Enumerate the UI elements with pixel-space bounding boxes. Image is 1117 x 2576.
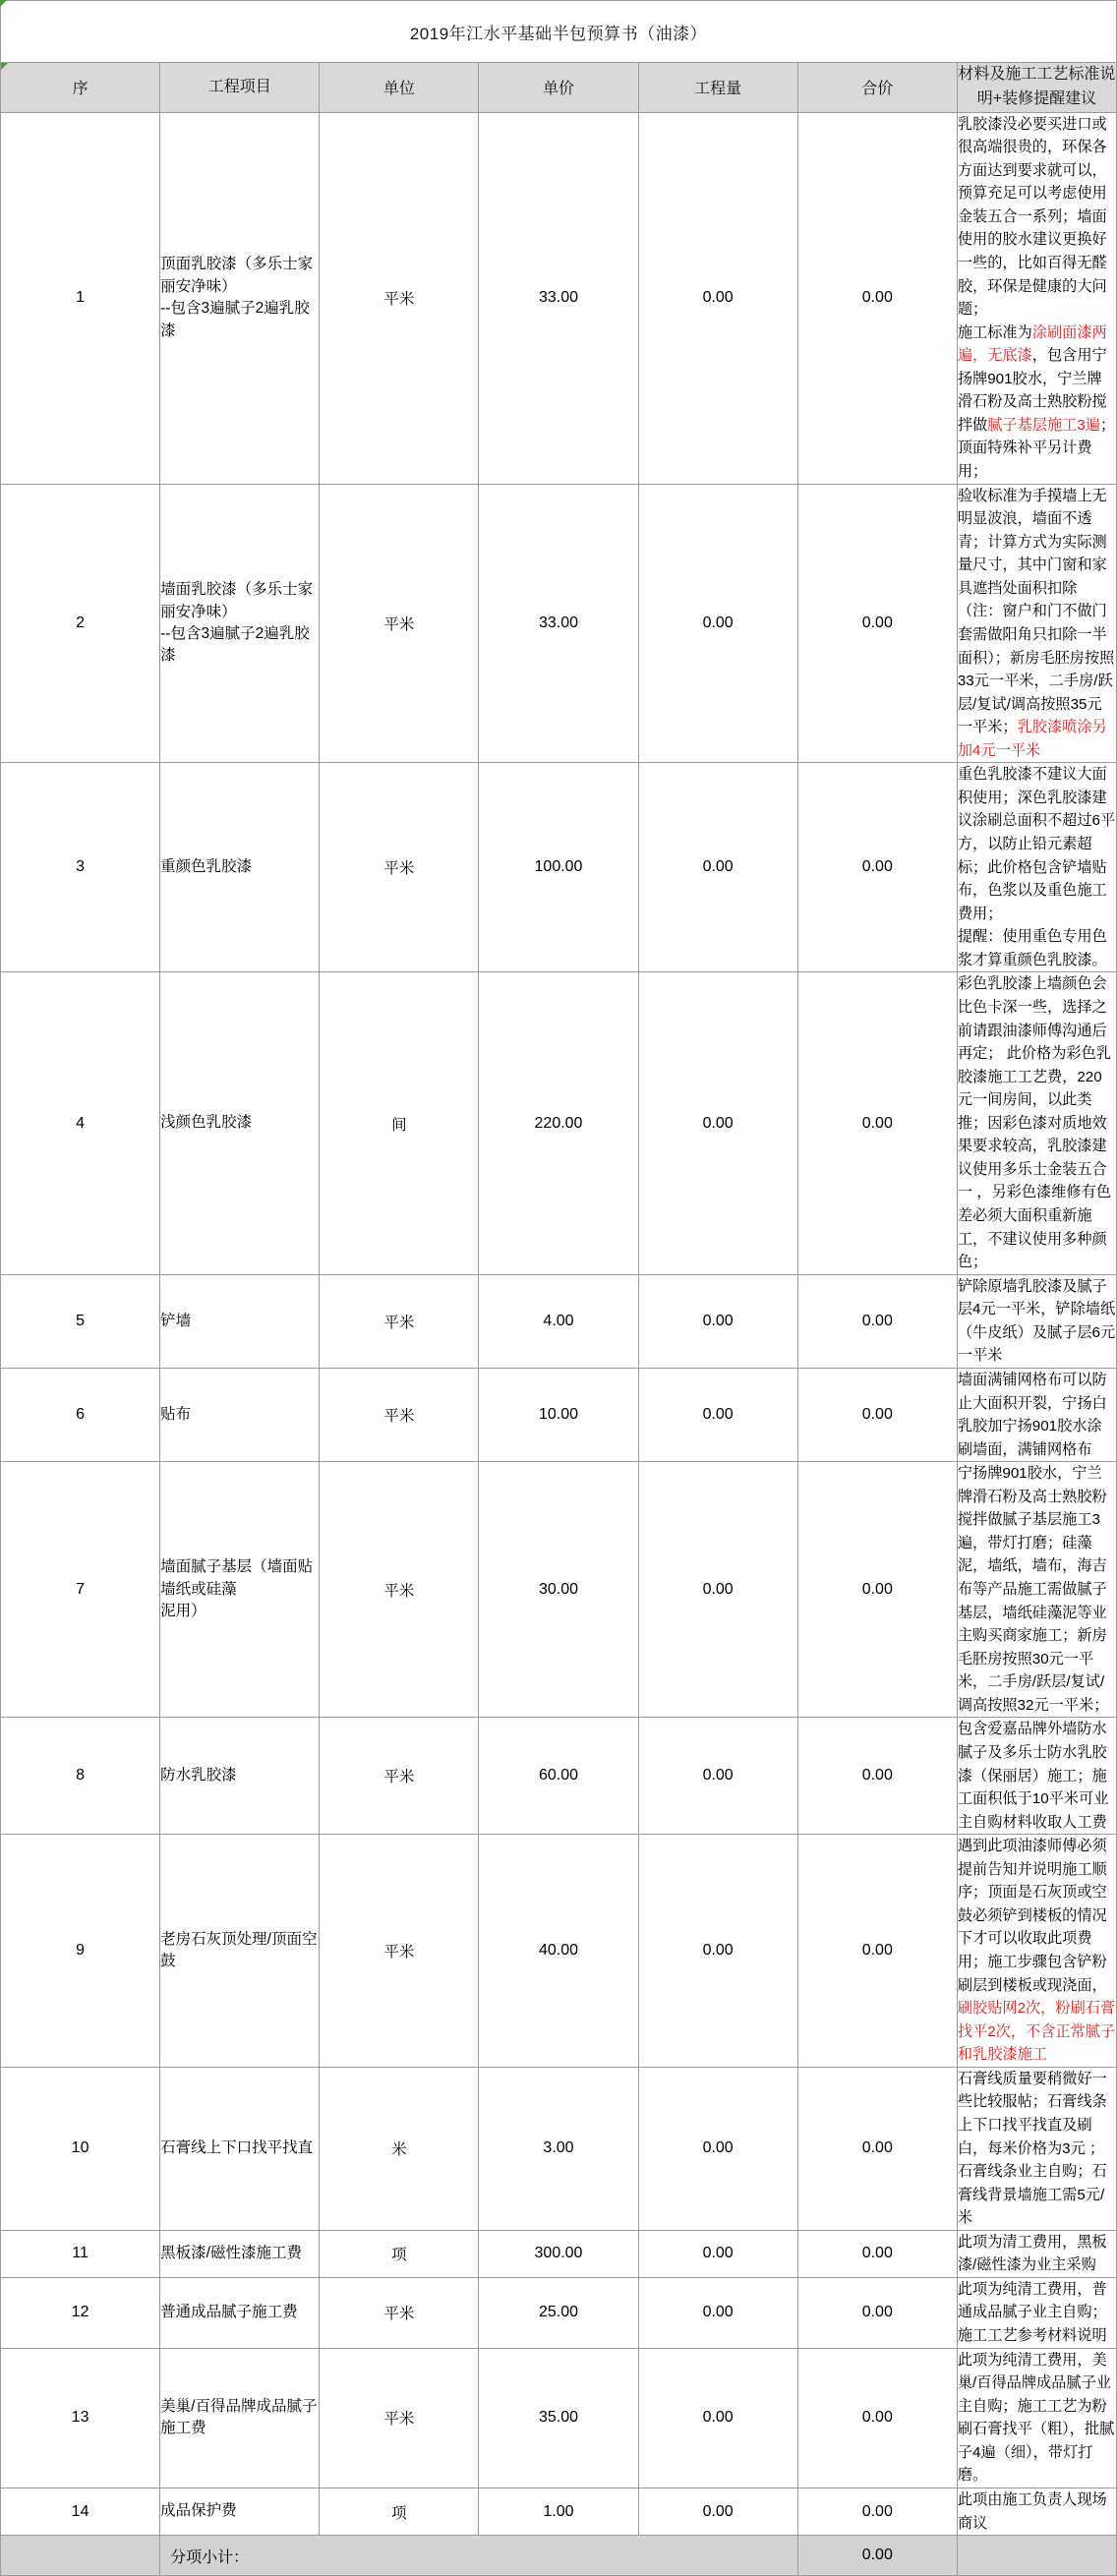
row-price: 35.00 [479,2348,638,2488]
header-row [1,63,1117,113]
budget-table-body [1,1,1117,2576]
table-row [1,2348,1117,2488]
row-item-line-1: 石膏线上下口找平找直 [160,2139,314,2157]
row-unit: 平米 [320,1274,479,1368]
description-text: 验收标准为手摸墙上无明显波浪，墙面不透青；计算方式为实际测量尺寸，其中门窗和家具遮挡处面积扣除（注：窗户和门不做门套需做阳角只扣除一半面积）；新房毛胚房按照33元一平米，二手房/跃层/复试/调高按照35元一平米； [957,487,1115,736]
row-item-name [160,484,320,763]
row-quantity: 0.00 [638,1274,797,1368]
row-seq: 8 [1,1718,160,1835]
column-header-description: 材料及施工工艺标准说明+装修提醒建议 [957,63,1116,113]
row-seq: 1 [1,112,160,484]
table-row [1,2230,1117,2277]
subtotal-seq-cell [1,2536,160,2576]
row-quantity: 0.00 [638,2277,797,2348]
description-text: ，包含用宁扬牌901胶水，宁兰牌滑石粉及高士熟胶粉搅拌做 [957,347,1107,434]
row-seq: 5 [1,1274,160,1368]
description-text: 提醒：使用重色专用色浆才算重颜色乳胶漆。 [957,928,1107,968]
row-item-line-1: 成品保护费 [160,2502,237,2520]
subtotal-label: 分项小计： [160,2536,798,2576]
row-price: 1.00 [479,2488,638,2535]
row-unit: 平米 [320,484,479,763]
row-total: 0.00 [797,2277,957,2348]
row-item-name [160,1462,320,1718]
row-total: 0.00 [797,2067,957,2230]
row-description [957,2348,1116,2488]
row-total: 0.00 [797,2348,957,2488]
row-description [957,1718,1116,1835]
row-quantity: 0.00 [638,1718,797,1835]
row-description [957,1835,1116,2068]
row-item-line-2: --包含3遍腻子2遍乳胶漆 [160,624,310,665]
row-total: 0.00 [797,484,957,763]
row-item-line-1: 顶面乳胶漆（多乐士家丽安净味） [160,256,314,295]
table-row [1,484,1117,763]
row-price: 300.00 [479,2230,638,2277]
description-text: 包含爱嘉品牌外墙防水腻子及多乐士防水乳胶漆（保丽居）施工；施工面积低于10平米可业主自购材料收取人工费 [957,1721,1109,1831]
row-total: 0.00 [797,112,957,484]
row-price: 220.00 [479,972,638,1274]
row-seq: 13 [1,2348,160,2488]
row-item-line-1: 铲墙 [160,1312,192,1329]
description-text: 墙面满铺网格布可以防止大面积开裂，宁扬白乳胶加宁扬901胶水涂刷墙面，满铺网格布 [957,1371,1107,1458]
row-item-line-1: 墙面乳胶漆（多乐士家丽安净味） [160,581,314,620]
column-header-quantity: 工程量 [638,63,797,113]
table-row [1,2067,1117,2230]
row-item-name [160,2348,320,2488]
row-description [957,2488,1116,2535]
table-row [1,2488,1117,2535]
row-seq: 4 [1,972,160,1274]
row-unit: 米 [320,2067,479,2230]
row-total: 0.00 [797,1274,957,1368]
row-quantity: 0.00 [638,112,797,484]
row-item-line-1: 墙面腻子基层（墙面贴墙纸或硅藻 [160,1558,314,1598]
row-item-name [160,2067,320,2230]
column-header-unit: 单位 [320,63,479,113]
row-seq: 10 [1,2067,160,2230]
row-item-name [160,972,320,1274]
description-highlight: 乳胶漆喷涂另加4元一平米 [957,719,1107,759]
column-header-item: 工程项目 [160,63,320,113]
row-unit: 平米 [320,1718,479,1835]
row-item-line-1: 普通成品腻子施工费 [160,2304,298,2321]
table-row [1,1274,1117,1368]
title-row [1,1,1117,63]
row-unit: 间 [320,972,479,1274]
row-item-line-2: 泥用） [160,1603,206,1620]
table-row [1,1368,1117,1461]
row-price: 3.00 [479,2067,638,2230]
row-unit: 项 [320,2488,479,2535]
row-seq: 9 [1,1835,160,2068]
table-row [1,1835,1117,2068]
row-item-name [160,1368,320,1461]
row-unit: 平米 [320,1462,479,1718]
row-unit: 平米 [320,2277,479,2348]
row-quantity: 0.00 [638,2230,797,2277]
row-item-name [160,763,320,972]
row-quantity: 0.00 [638,2348,797,2488]
description-text: 铲除原墙乳胶漆及腻子层4元一平米，铲除墙纸（牛皮纸）及腻子层6元一平米 [957,1277,1116,1365]
row-price: 60.00 [479,1718,638,1835]
row-item-line-1: 老房石灰顶处理/顶面空鼓 [160,1930,318,1970]
row-quantity: 0.00 [638,763,797,972]
subtotal-description-cell [957,2536,1116,2576]
description-text: ；顶面特殊补平另计费用； [957,416,1116,481]
row-seq: 12 [1,2277,160,2348]
description-text: 此项为纯清工费用，美巢/百得品牌成品腻子业主自购；施工工艺为粉刷石膏找平（粗），批腻子4遍（细），带灯打磨。 [957,2351,1115,2485]
row-quantity: 0.00 [638,972,797,1274]
row-item-name [160,2488,320,2535]
table-row [1,1462,1117,1718]
table-row [1,972,1117,1274]
description-text: 宁扬牌901胶水，宁兰牌滑石粉及高士熟胶粉搅拌做腻子基层施工3遍，带灯打磨；硅藻泥，墙纸，墙布，海吉布等产品施工需做腻子基层，墙纸硅藻泥等业主购买商家施工；新房毛胚房按照30元一平米，二手房/跃层/复试/调高按照32元一平米； [957,1465,1109,1714]
description-text: 施工标准为 [957,323,1032,341]
row-unit: 平米 [320,2348,479,2488]
row-description [957,112,1116,484]
row-price: 25.00 [479,2277,638,2348]
row-item-line-1: 美巢/百得品牌成品腻子施工费 [160,2397,318,2437]
row-item-line-1: 防水乳胶漆 [160,1767,237,1785]
description-text: 石膏线质量要稍微好一些比较服帖；石膏线条上下口找平找直及刷白，每米价格为3元 ；石膏线条业主自购；石膏线背景墙施工需5元/米 [957,2070,1107,2227]
row-seq: 6 [1,1368,160,1461]
row-item-name [160,1718,320,1835]
row-quantity: 0.00 [638,484,797,763]
row-description [957,1368,1116,1461]
description-text: 遇到此项油漆师傅必须提前告知并说明施工顺序；顶面是石灰顶或空鼓必须铲到楼板的情况下才可以收取此项费用；施工步骤包含铲粉刷层到楼板或现浇面， [957,1838,1107,1994]
row-quantity: 0.00 [638,2067,797,2230]
row-item-line-1: 浅颜色乳胶漆 [160,1114,253,1132]
row-price: 10.00 [479,1368,638,1461]
row-price: 33.00 [479,112,638,484]
row-item-line-1: 重颜色乳胶漆 [160,858,253,876]
row-seq: 11 [1,2230,160,2277]
row-price: 100.00 [479,763,638,972]
row-item-name [160,112,320,484]
row-price: 4.00 [479,1274,638,1368]
column-header-seq: 序 [1,63,160,113]
row-total: 0.00 [797,1835,957,2068]
row-item-name [160,1274,320,1368]
row-total: 0.00 [797,2230,957,2277]
row-total: 0.00 [797,972,957,1274]
description-highlight: 腻子基层施工3遍 [987,416,1100,434]
row-price: 33.00 [479,484,638,763]
description-text: 此项为清工费用，黑板漆/磁性漆为业主采购 [957,2233,1107,2274]
row-price: 30.00 [479,1462,638,1718]
row-unit: 平米 [320,1368,479,1461]
row-quantity: 0.00 [638,1835,797,2068]
row-unit: 平米 [320,1835,479,2068]
row-description [957,2067,1116,2230]
row-total: 0.00 [797,763,957,972]
row-seq: 2 [1,484,160,763]
row-description [957,1274,1116,1368]
row-description [957,1462,1116,1718]
document-title: 2019年江水平基础半包预算书（油漆） [1,1,1117,63]
table-row [1,763,1117,972]
row-total: 0.00 [797,1368,957,1461]
row-total: 0.00 [797,1462,957,1718]
row-quantity: 0.00 [638,2488,797,2535]
table-row [1,1718,1117,1835]
subtotal-value: 0.00 [797,2536,957,2576]
row-unit: 平米 [320,763,479,972]
description-text: 乳胶漆没必要买进口或很高端很贵的，环保各方面达到要求就可以，预算充足可以考虑使用金装五合一系列；墙面使用的胶水建议更换好一些的，比如百得无醛胶，环保是健康的大问题； [957,115,1107,319]
row-seq: 14 [1,2488,160,2535]
row-description [957,2277,1116,2348]
row-description [957,972,1116,1274]
row-price: 40.00 [479,1835,638,2068]
description-text: 彩色乳胶漆上墙颜色会比色卡深一些，选择之前请跟油漆师傅沟通后再定； 此价格为彩色乳胶漆施工工艺费，220元一间房间，以此类推；因彩色漆对质地效果要求较高，乳胶漆建议使用多乐士金装五合一 ，另彩色漆维修有色差必须大面积重新施工，不建议使用多种颜色； [957,975,1111,1271]
table-row [1,2277,1117,2348]
row-quantity: 0.00 [638,1462,797,1718]
row-item-line-1: 贴布 [160,1405,192,1423]
row-item-line-1: 黑板漆/磁性漆施工费 [160,2245,302,2262]
row-item-line-2: --包含3遍腻子2遍乳胶漆 [160,300,310,339]
row-description [957,2230,1116,2277]
row-total: 0.00 [797,2488,957,2535]
column-header-total: 合价 [797,63,957,113]
table-row [1,112,1117,484]
row-item-name [160,1835,320,2068]
row-item-name [160,2277,320,2348]
row-description [957,763,1116,972]
row-quantity: 0.00 [638,1368,797,1461]
description-text: 此项由施工负责人现场商议 [957,2490,1107,2532]
row-unit: 项 [320,2230,479,2277]
row-item-name [160,2230,320,2277]
description-text: 重色乳胶漆不建议大面积使用；深色乳胶漆建议涂刷总面积不超过6平方，以防止铅元素超标；此价格包含铲墙贴布，色浆以及重色施工费用； [957,766,1116,922]
description-highlight: 刷胶贴网2次，粉刷石膏找平2次，不含正常腻子和乳胶漆施工 [957,2000,1116,2064]
row-description [957,484,1116,763]
row-seq: 7 [1,1462,160,1718]
row-total: 0.00 [797,1718,957,1835]
subtotal-row [1,2536,1117,2576]
row-seq: 3 [1,763,160,972]
description-highlight: 涂刷面漆两遍，无底漆 [957,323,1107,365]
row-unit: 平米 [320,112,479,484]
column-header-price: 单价 [479,63,638,113]
description-text: 此项为纯清工费用，普通成品腻子业主自购；施工工艺参考材料说明 [957,2280,1107,2345]
